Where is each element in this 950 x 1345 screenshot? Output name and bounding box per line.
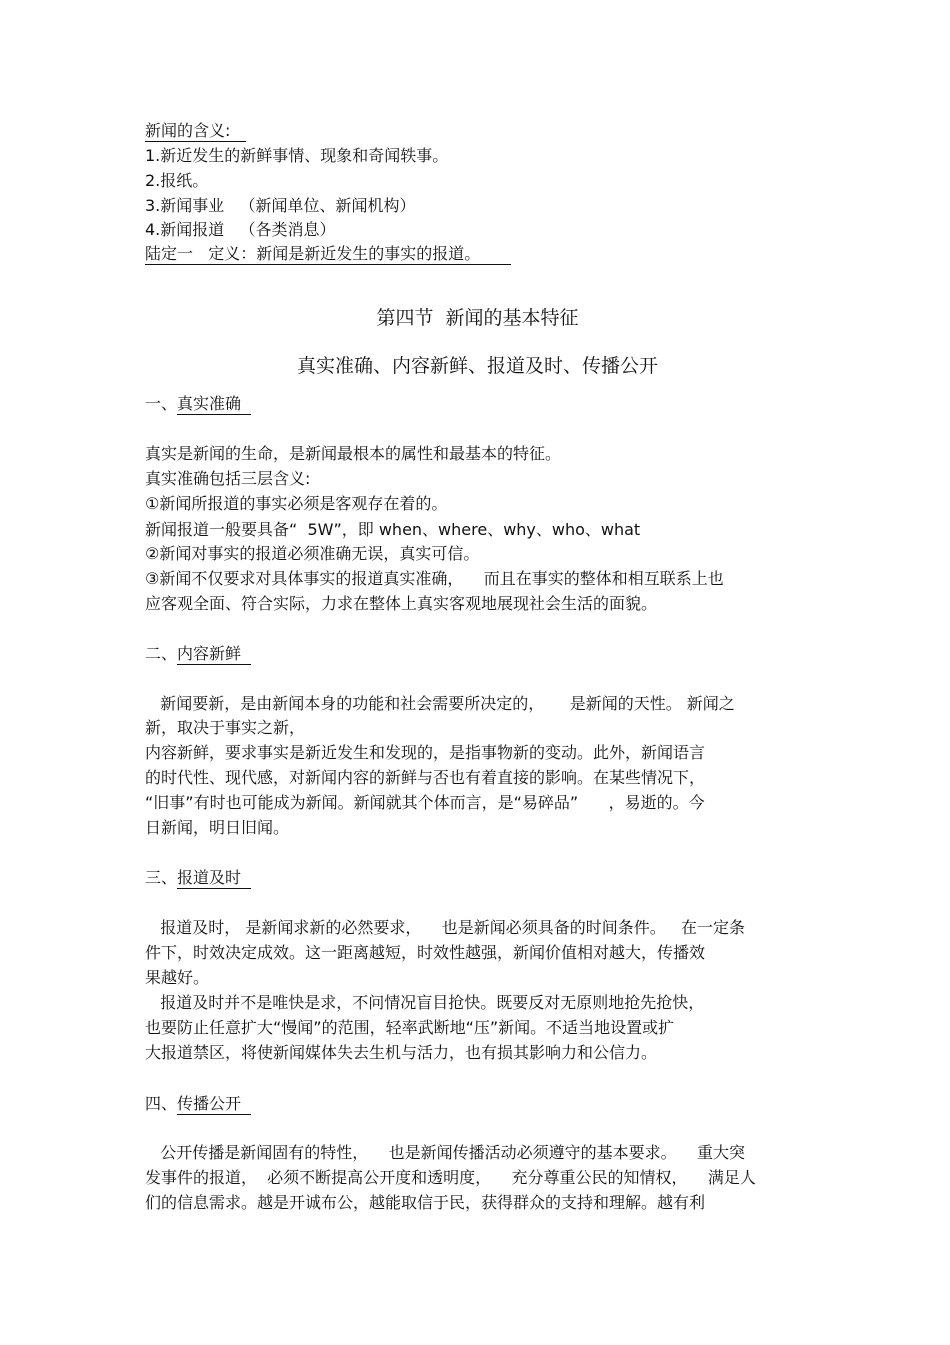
part4-line-2: 发事件的报道， 必须不断提高公开度和透明度， 充分尊重公民的知情权， 满足人 [145, 1168, 756, 1187]
part1-line-6: ③新闻不仅要求对具体事实的报道真实准确， 而且在事实的整体和相互联系上也 [145, 569, 724, 588]
definition-item-1: 1.新近发生的新鲜事情、现象和奇闻轶事。 [145, 146, 449, 165]
part2-line-5: “旧事”有时也可能成为新闻。新闻就其个体而言，是“易碎品” ，易逝的。今 [145, 793, 705, 812]
part2-line-1: 新闻要新，是由新闻本身的功能和社会需要所决定的， 是新闻的天性。 新闻之 [145, 694, 735, 713]
part2-line-2: 新，取决于事实之新， [145, 718, 306, 737]
part2-line-6: 日新闻，明日旧闻。 [145, 818, 290, 837]
lu-dingyi-definition: 陆定一 定义：新闻是新近发生的事实的报道。 [145, 244, 511, 263]
part1-line-2: 真实准确包括三层含义: [145, 469, 311, 488]
document-page [145, 0, 810, 1345]
part3-line-3: 果越好。 [145, 968, 210, 987]
part3-line-5: 也要防止任意扩大“慢闻”的范围，轻率武断地“压”新闻。不适当地设置或扩 [145, 1018, 675, 1037]
definition-item-2: 2.报纸。 [145, 171, 209, 190]
part1-heading: 一、真实准确 [145, 394, 252, 413]
part3-line-6: 大报道禁区，将使新闻媒体失去生机与活力，也有损其影响力和公信力。 [145, 1043, 658, 1062]
part2-line-4: 的时代性、现代感，对新闻内容的新鲜与否也有着直接的影响。在某些情况下， [145, 768, 706, 787]
part3-line-1: 报道及时， 是新闻求新的必然要求， 也是新闻必须具备的时间条件。 在一定条 [145, 918, 745, 937]
part1-line-3: ①新闻所报道的事实必须是客观存在着的。 [145, 494, 448, 513]
section-title: 第四节 新闻的基本特征 [376, 307, 579, 329]
part2-heading: 二、内容新鲜 [145, 644, 252, 663]
definition-heading: 新闻的含义: [145, 121, 246, 140]
part4-line-1: 公开传播是新闻固有的特性， 也是新闻传播活动必须遵守的基本要求。 重大突 [145, 1143, 745, 1162]
part1-line-5: ②新闻对事实的报道必须准确无误，真实可信。 [145, 544, 480, 563]
part1-line-1: 真实是新闻的生命，是新闻最根本的属性和最基本的特征。 [145, 444, 562, 463]
section-subtitle: 真实准确、内容新鲜、报道及时、传播公开 [296, 355, 658, 377]
part3-heading: 三、报道及时 [145, 868, 252, 887]
definition-item-4: 4.新闻报道 （各类消息） [145, 220, 336, 239]
part1-line-4: 新闻报道一般要具备“ 5W”，即 when、where、why、who、what [145, 520, 641, 539]
part1-line-7: 应客观全面、符合实际，力求在整体上真实客观地展现社会生活的面貌。 [145, 594, 658, 613]
part2-line-3: 内容新鲜，要求事实是新近发生和发现的，是指事物新的变动。此外，新闻语言 [145, 743, 706, 762]
part3-line-2: 件下，时效决定成效。这一距离越短，时效性越强，新闻价值相对越大，传播效 [145, 943, 706, 962]
part4-heading: 四、传播公开 [145, 1094, 252, 1113]
definition-item-3: 3.新闻事业 （新闻单位、新闻机构） [145, 196, 416, 215]
part4-line-3: 们的信息需求。越是开诚布公，越能取信于民，获得群众的支持和理解。越有利 [145, 1193, 706, 1212]
part3-line-4: 报道及时并不是唯快是求，不问情况盲目抢快。既要反对无原则地抢先抢快， [145, 993, 705, 1012]
